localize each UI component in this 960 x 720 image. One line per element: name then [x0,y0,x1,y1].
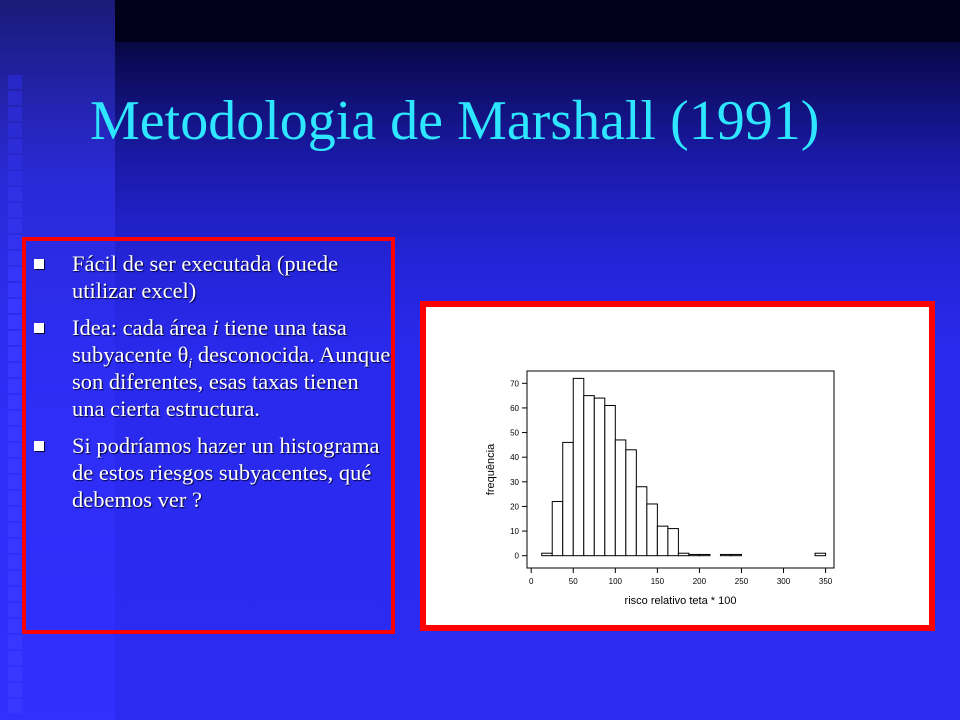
decorative-square [8,635,22,649]
x-tick-label: 150 [650,577,665,586]
histogram-bar [699,554,710,555]
bullet-square-icon [34,323,44,333]
decorative-square [8,523,22,537]
x-tick-label: 100 [608,577,622,586]
x-tick-label: 350 [818,577,833,586]
y-tick-label: 0 [514,551,519,561]
decorative-square [8,363,22,377]
decorative-square [8,539,22,553]
histogram-bar [678,553,689,555]
y-tick-label: 20 [510,502,519,512]
decorative-square [8,619,22,633]
decorative-square [8,267,22,281]
decorative-square [8,139,22,153]
decorative-square [8,379,22,393]
y-tick-label: 70 [510,379,519,389]
bullet-list [34,250,394,523]
x-axis-label: risco relativo teta * 100 [624,595,737,607]
decorative-square [8,555,22,569]
decorative-square [8,699,22,713]
decorative-square [8,683,22,697]
decorative-square [8,155,22,169]
decorative-square [8,283,22,297]
bullet-square-icon [34,259,44,269]
histogram-bar [720,554,731,555]
histogram-bar [605,405,616,555]
bullet-text: θ [177,342,189,367]
bullet-square-icon [34,441,44,451]
y-tick-label: 50 [510,428,519,438]
decorative-square [8,603,22,617]
y-tick-label: 30 [510,477,519,487]
decorative-square [8,315,22,329]
decorative-square [8,123,22,137]
decorative-square [8,411,22,425]
x-tick-label: 200 [692,577,707,586]
slide-title: Metodologia de Marshall (1991) [90,90,820,152]
decorative-square [8,475,22,489]
histogram-bar [815,553,826,555]
decorative-square [8,459,22,473]
histogram-bar [668,529,679,556]
decorative-square [8,395,22,409]
y-tick-label: 60 [510,403,519,413]
decorative-square [8,187,22,201]
x-tick-label: 250 [734,577,749,586]
bullet-text: desconocida. Aunque son diferentes, esas taxas tienen una cierta estructura. [72,342,391,421]
histogram-bar [552,502,563,556]
decorative-square [8,443,22,457]
bullet-item [34,432,394,513]
decorative-square [8,203,22,217]
x-tick-label: 0 [528,577,534,586]
decorative-square [8,171,22,185]
y-tick-label: 10 [510,527,519,537]
histogram-bar [615,440,626,556]
histogram-bar [584,396,595,556]
bullet-item [34,250,394,304]
decorative-square [8,219,22,233]
decorative-square [8,251,22,265]
decorative-square [8,91,22,105]
decorative-square [8,571,22,585]
bullet-text: i [188,356,193,372]
y-axis-label: frequência [485,443,497,496]
bullet-text: tiene una tasa subyacente [72,315,347,367]
decorative-square [8,347,22,361]
histogram-bar [657,526,668,556]
chart-frame [420,301,935,631]
decorative-square [8,507,22,521]
decorative-square [8,491,22,505]
bullet-text: Fácil de ser executada (puede utilizar excel) [72,251,339,303]
decorative-square [8,75,22,89]
histogram-bar [563,442,574,555]
histogram-chart [426,307,929,625]
histogram-bar [731,554,742,555]
x-tick-label: 300 [776,577,791,586]
histogram-bar [636,487,647,556]
bullet-text: i [212,315,219,340]
decorative-square [8,587,22,601]
decorative-square [8,667,22,681]
x-tick-label: 50 [568,577,578,586]
histogram-bar [573,378,584,555]
decorative-square [8,427,22,441]
decorative-square [8,331,22,345]
decorative-square [8,235,22,249]
histogram-bar [647,504,658,556]
y-tick-label: 40 [510,453,519,463]
histogram-bar [542,553,553,555]
histogram-bar [689,554,700,555]
histogram-bar [626,450,637,556]
decorative-square [8,107,22,121]
bullet-item [34,314,394,422]
top-band [115,0,960,42]
histogram-bar [594,398,605,556]
bullet-text: Idea: cada área [72,315,213,340]
decorative-square [8,651,22,665]
bullet-text: Si podríamos hazer un histograma de estos riesgos subyacentes, qué debemos ver ? [72,433,380,512]
decorative-square [8,299,22,313]
